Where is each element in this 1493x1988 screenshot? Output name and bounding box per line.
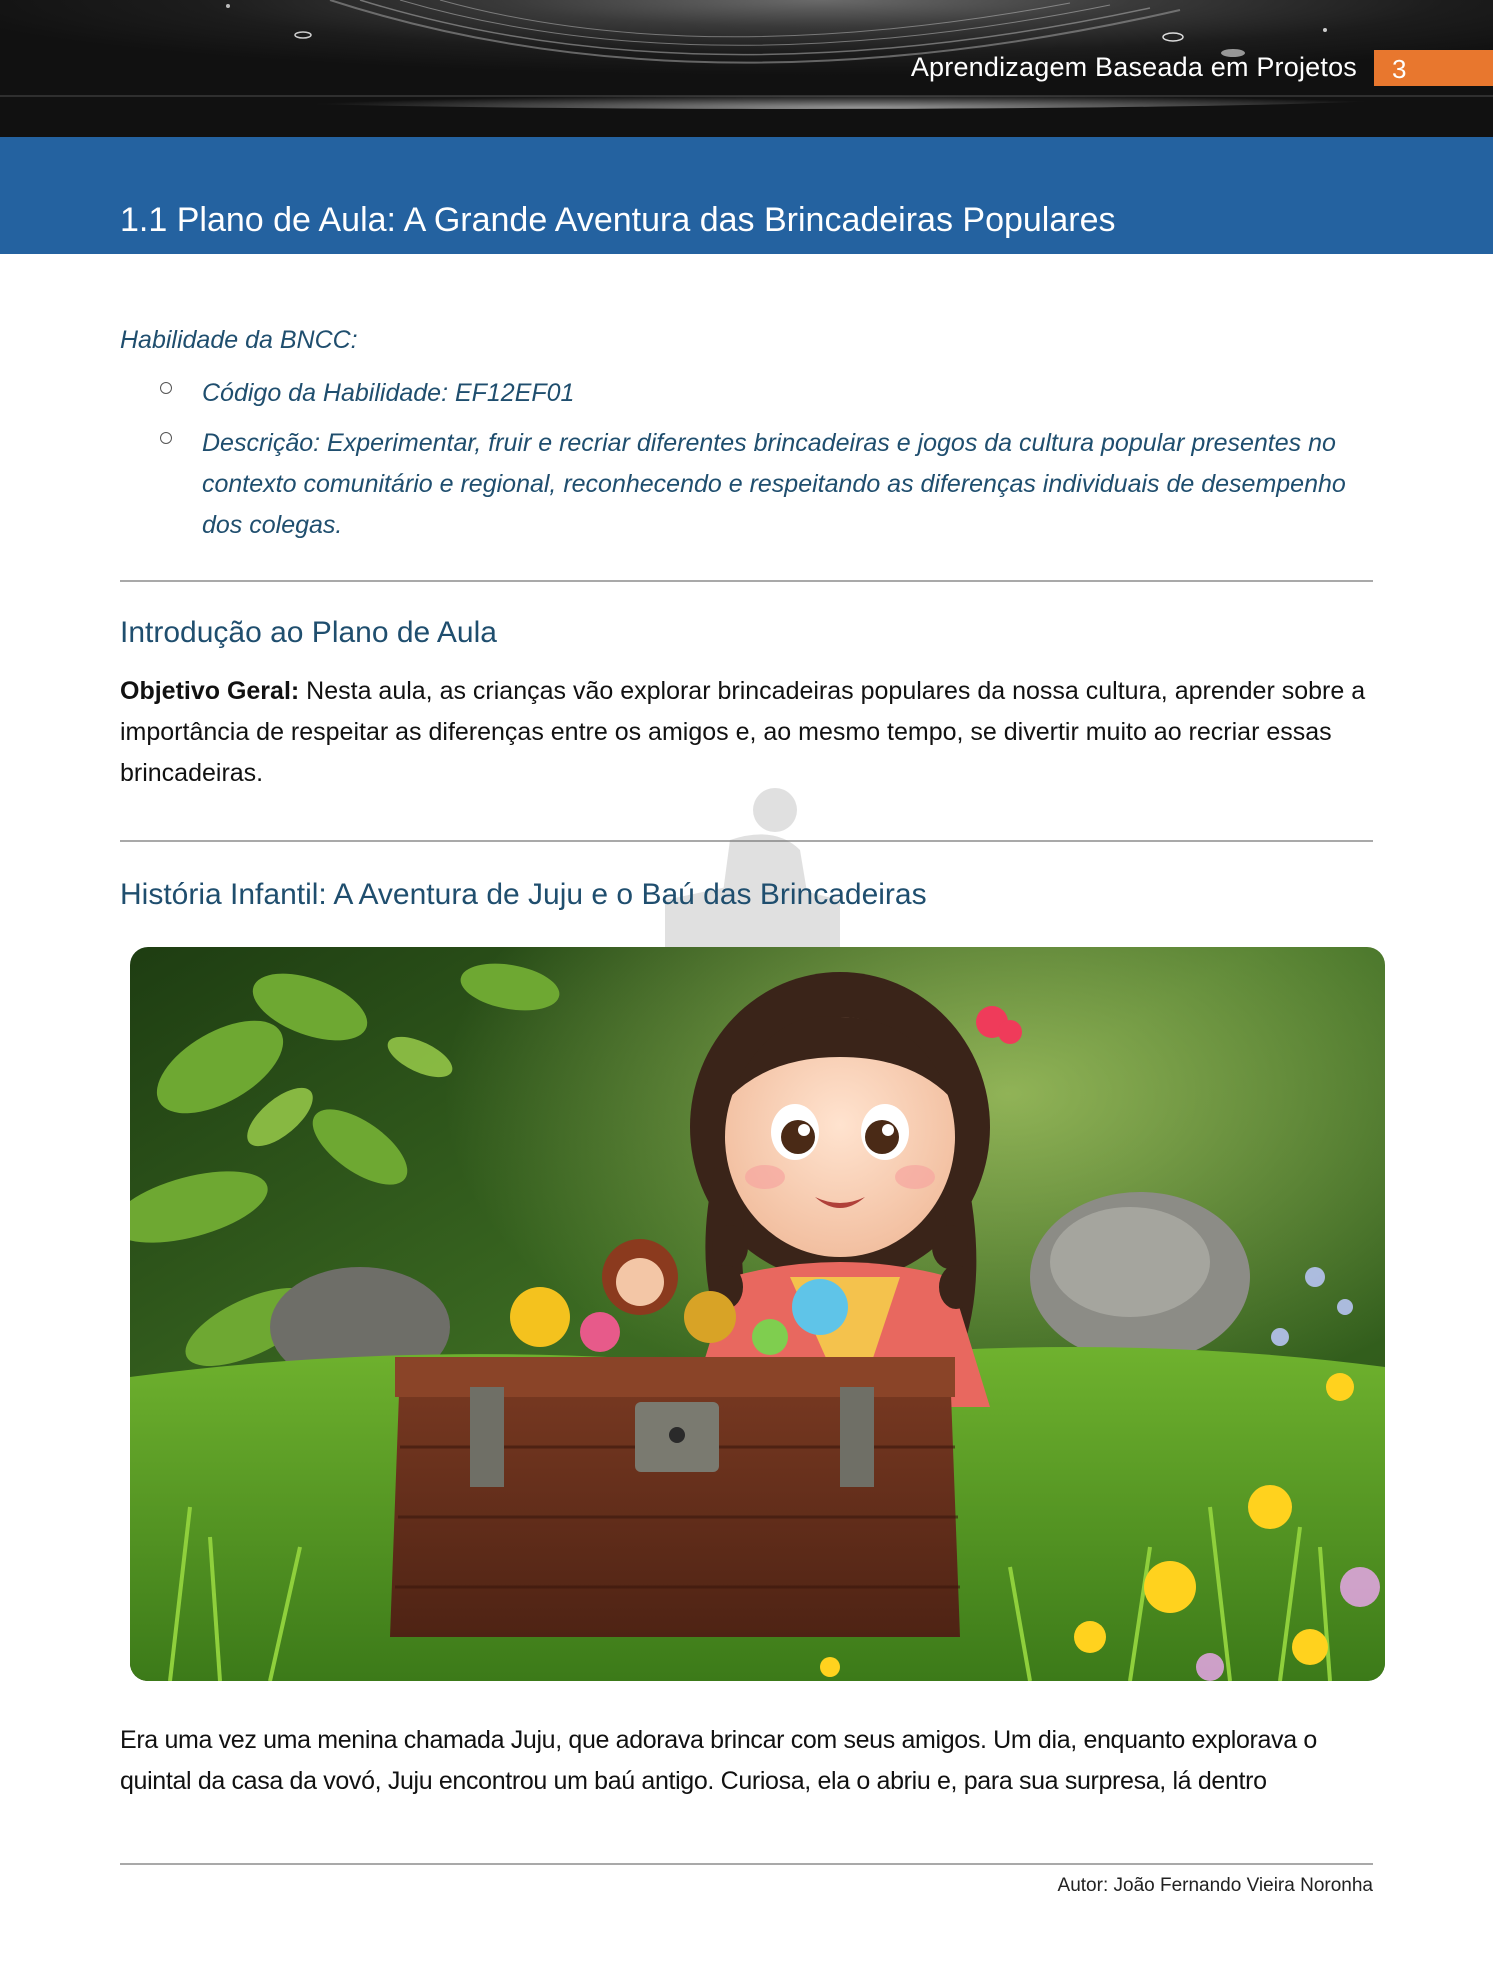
footer-divider [120,1863,1373,1865]
objective-label: Objetivo Geral: [120,677,300,705]
objective-paragraph [120,671,1375,794]
objective-text: Nesta aula, as crianças vão explorar brincadeiras populares da nossa cultura, aprender sobre a importância de respeitar as diferenças entre os amigos e, ao mesmo tempo, se divertir muito ao recriar essas brincadeiras. [120,677,1366,787]
story-heading: História Infantil: A Aventura de Juju e o Baú das Brincadeiras [120,878,927,911]
story-illustration [130,947,1385,1681]
intro-heading: Introdução ao Plano de Aula [120,616,497,649]
page-number-badge [1374,50,1493,86]
chapter-title: 1.1 Plano de Aula: A Grande Aventura das Brincadeiras Populares [120,201,1116,239]
circle-bullet-icon [160,432,172,444]
author-credit: Autor: João Fernando Vieira Noronha [1057,1875,1373,1896]
skill-code: Código da Habilidade: EF12EF01 [202,379,575,407]
section-divider [120,580,1373,582]
story-paragraph: Era uma vez uma menina chamada Juju, que adorava brincar com seus amigos. Um dia, enquanto explorava o quintal da casa da vovó, Juju encontrou um baú antigo. Curiosa, ela o abriu e, para sua surpresa, lá dentro [120,1726,1317,1795]
reading-person-watermark-icon [660,780,850,960]
skill-description: Descrição: Experimentar, fruir e recriar diferentes brincadeiras e jogos da cultura popular presentes no contexto comunitário e regional, reconhecendo e respeitando as diferenças individuais de desempenho dos colegas. [202,429,1346,539]
skill-heading: Habilidade da BNCC: [120,326,358,354]
page-number: 3 [1392,54,1407,84]
running-title: Aprendizagem Baseada em Projetos [910,52,1357,82]
circle-bullet-icon [160,382,172,394]
header-banner [0,0,1493,137]
title-band [0,137,1493,254]
